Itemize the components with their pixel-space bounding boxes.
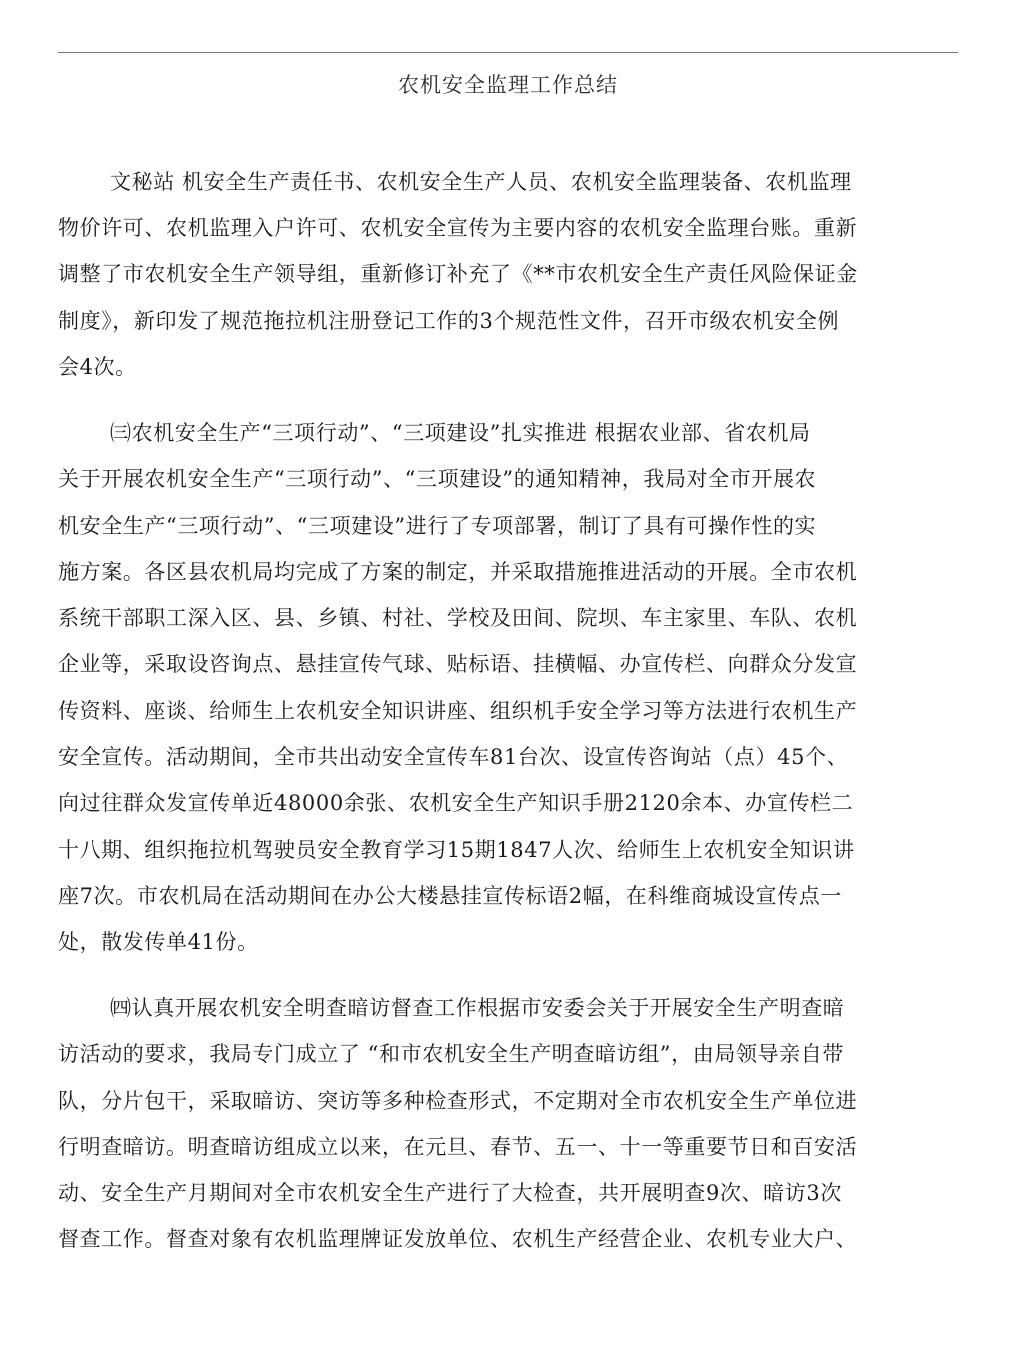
paragraph-2-line-2: 关于开展农机安全生产“三项行动”、“三项建设”的通知精神，我局对全市开展农: [58, 467, 817, 491]
paragraph-1-line-2: 物价许可、农机监理入户许可、农机安全宣传为主要内容的农机安全监理台账。重新: [58, 216, 858, 240]
paragraph-1-line-3: 调整了市农机安全生产领导组，重新修订补充了《**市农机安全生产责任风险保证金: [58, 262, 858, 286]
paragraph-3-line-5: 动、安全生产月期间对全市农机安全生产进行了大检查，共开展明查9次、暗访3次: [58, 1181, 842, 1205]
paragraph-1-line-4: 制度》，新印发了规范拖拉机注册登记工作的3个规范性文件，召开市级农机安全例: [58, 309, 840, 333]
paragraph-2-line-12: 处，散发传单41份。: [58, 930, 259, 954]
paragraph-1-line-5: 会4次。: [58, 355, 137, 379]
paragraph-2-line-10: 十八期、组织拖拉机驾驶员安全教育学习15期1847人次、给师生上农机安全知识讲: [58, 838, 855, 862]
paragraph-3-line-4: 行明查暗访。明查暗访组成立以来，在元旦、春节、五一、十一等重要节日和百安活: [58, 1135, 858, 1159]
paragraph-2-line-1: ㈢农机安全生产“三项行动”、“三项建设”扎实推进 根据农业部、省农机局: [110, 421, 811, 445]
paragraph-2-line-9: 向过往群众发宣传单近48000余张、农机安全生产知识手册2120余本、办宣传栏二: [58, 791, 854, 815]
paragraph-2-line-7: 传资料、座谈、给师生上农机安全知识讲座、组织机手安全学习等方法进行农机生产: [58, 699, 858, 723]
paragraph-2-line-4: 施方案。各区县农机局均完成了方案的制定，并采取措施推进活动的开展。全市农机: [58, 560, 858, 584]
document-title: 农机安全监理工作总结: [398, 73, 618, 97]
paragraph-1-line-1: 文秘站 机安全生产责任书、农机安全生产人员、农机安全监理装备、农机监理: [110, 170, 852, 194]
paragraph-3-line-6: 督查工作。督查对象有农机监理牌证发放单位、农机生产经营企业、农机专业大户、: [58, 1227, 858, 1251]
paragraph-2-line-5: 系统干部职工深入区、县、乡镇、村社、学校及田间、院坝、车主家里、车队、农机: [58, 606, 858, 630]
paragraph-2-line-11: 座7次。市农机局在活动期间在办公大楼悬挂宣传标语2幅，在科维商城设宣传点一: [58, 884, 842, 908]
paragraph-3-line-2: 访活动的要求，我局专门成立了 “和市农机安全生产明查暗访组”，由局领导亲自带: [58, 1042, 844, 1066]
paragraph-2-line-6: 企业等，采取设咨询点、悬挂宣传气球、贴标语、挂横幅、办宣传栏、向群众分发宣: [58, 652, 858, 676]
paragraph-2-line-3: 机安全生产“三项行动”、“三项建设”进行了专项部署，制订了具有可操作性的实: [58, 514, 817, 538]
paragraph-2-line-8: 安全宣传。活动期间，全市共出动安全宣传车81台次、设宣传咨询站（点）45个、: [58, 745, 849, 769]
paragraph-3-line-1: ㈣认真开展农机安全明查暗访督查工作根据市安委会关于开展安全生产明查暗: [110, 996, 845, 1020]
paragraph-3-line-3: 队，分片包干，采取暗访、突访等多种检查形式，不定期对全市农机安全生产单位进: [58, 1089, 858, 1113]
header-rule: [58, 52, 958, 53]
